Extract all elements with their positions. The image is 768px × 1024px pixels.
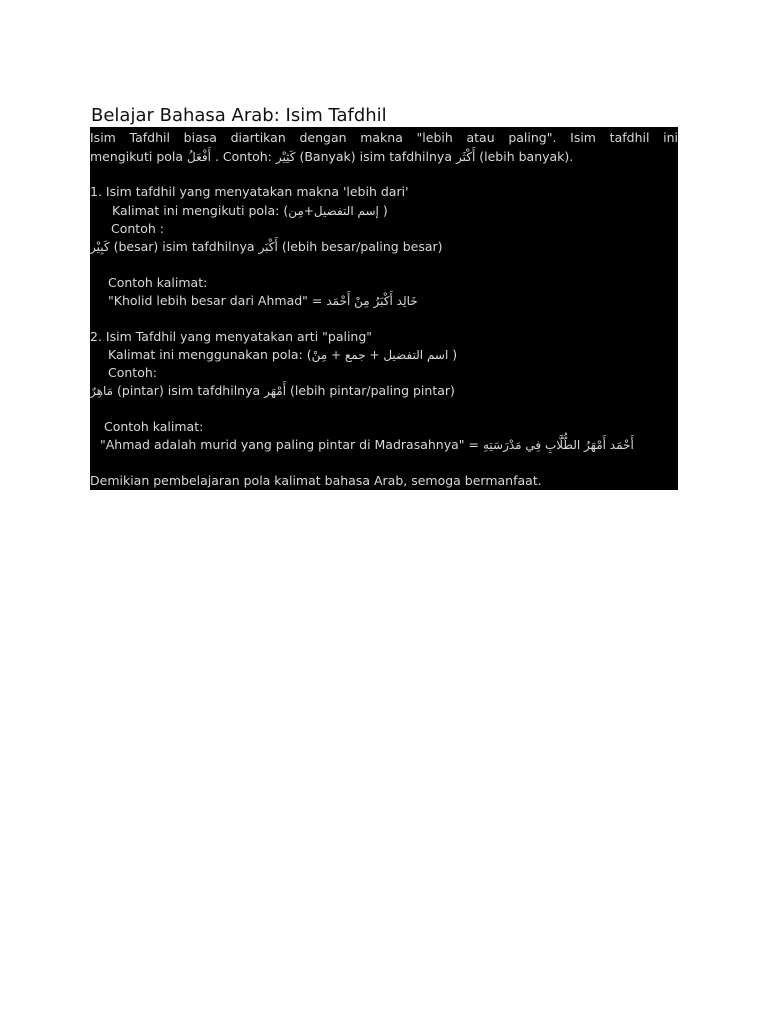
section1-heading: 1. Isim tafdhil yang menyatakan makna 'lebih dari' (90, 184, 409, 199)
section1-example-label: Contoh : (111, 221, 164, 236)
section2-sentence (100, 436, 634, 454)
content-panel (90, 127, 678, 490)
section1-example-mid: (besar) isim tafdhilnya (113, 239, 255, 254)
intro-word-arabic: كَثِيْر (275, 150, 296, 164)
section2-pattern-arabic: اسم التفضيل + جمع + مِنْ (311, 348, 449, 362)
section2-pattern (108, 346, 457, 364)
intro-line-2 (90, 148, 573, 166)
section2-heading: 2. Isim Tafdhil yang menyatakan arti "paling" (90, 329, 373, 344)
section2-sentence-arabic: أَحْمَد أَمْهَرُ الطُّلَّابِ فِي مَدْرَسَتِهِ (482, 438, 634, 452)
intro-tafdhil-arabic: أَكْثَر (455, 150, 476, 164)
section1-sentence (108, 292, 418, 310)
section1-sentence-text: "Kholid lebih besar dari Ahmad" = (108, 293, 323, 308)
section2-example-arabic: مَاهِرٌ (90, 384, 114, 398)
section2-sentence-text: "Ahmad adalah murid yang paling pintar di Madrasahnya" = (100, 437, 479, 452)
section1-pattern (112, 202, 388, 220)
section1-sentence-label: Contoh kalimat: (108, 275, 208, 290)
section2-tafdhil-arabic: أَمْهَر (264, 384, 287, 398)
section1-sentence-arabic: خَالِد أَكْبَرُ مِنْ أَحْمَد (326, 294, 418, 308)
section1-example-arabic: كَبِيْر (90, 240, 110, 254)
section1-example (90, 238, 443, 256)
section2-pattern-label: Kalimat ini menggunakan pola: ( (108, 347, 312, 362)
section1-pattern-arabic: إسم التفضيل+مِن (288, 204, 379, 218)
closing-text: Demikian pembelajaran pola kalimat bahasa Arab, semoga bermanfaat. (90, 473, 542, 488)
section1-pattern-close: ) (378, 203, 388, 218)
section2-example-mid: (pintar) isim tafdhilnya (117, 383, 261, 398)
intro-suffix: (lebih banyak). (479, 149, 574, 164)
section1-tafdhil-arabic: أَكْبَر (258, 240, 278, 254)
intro-prefix: mengikuti pola (90, 149, 184, 164)
intro-pattern-arabic: أَفْعَلُ (187, 150, 211, 164)
section2-example-label: Contoh: (108, 365, 157, 380)
section1-pattern-label: Kalimat ini mengikuti pola: ( (112, 203, 289, 218)
intro-mid-2: (Banyak) isim tafdhilnya (299, 149, 452, 164)
section1-example-suffix: (lebih besar/paling besar) (281, 239, 443, 254)
intro-line-1: Isim Tafdhil biasa diartikan dengan makna "lebih atau paling". Isim tafdhil ini (90, 130, 678, 145)
section2-example (90, 382, 455, 400)
section2-pattern-close: ) (448, 347, 458, 362)
intro-mid-1: . Contoh: (214, 149, 272, 164)
section2-example-suffix: (lebih pintar/paling pintar) (290, 383, 455, 398)
page-title: Belajar Bahasa Arab: Isim Tafdhil (91, 105, 387, 126)
section2-sentence-label: Contoh kalimat: (104, 419, 204, 434)
